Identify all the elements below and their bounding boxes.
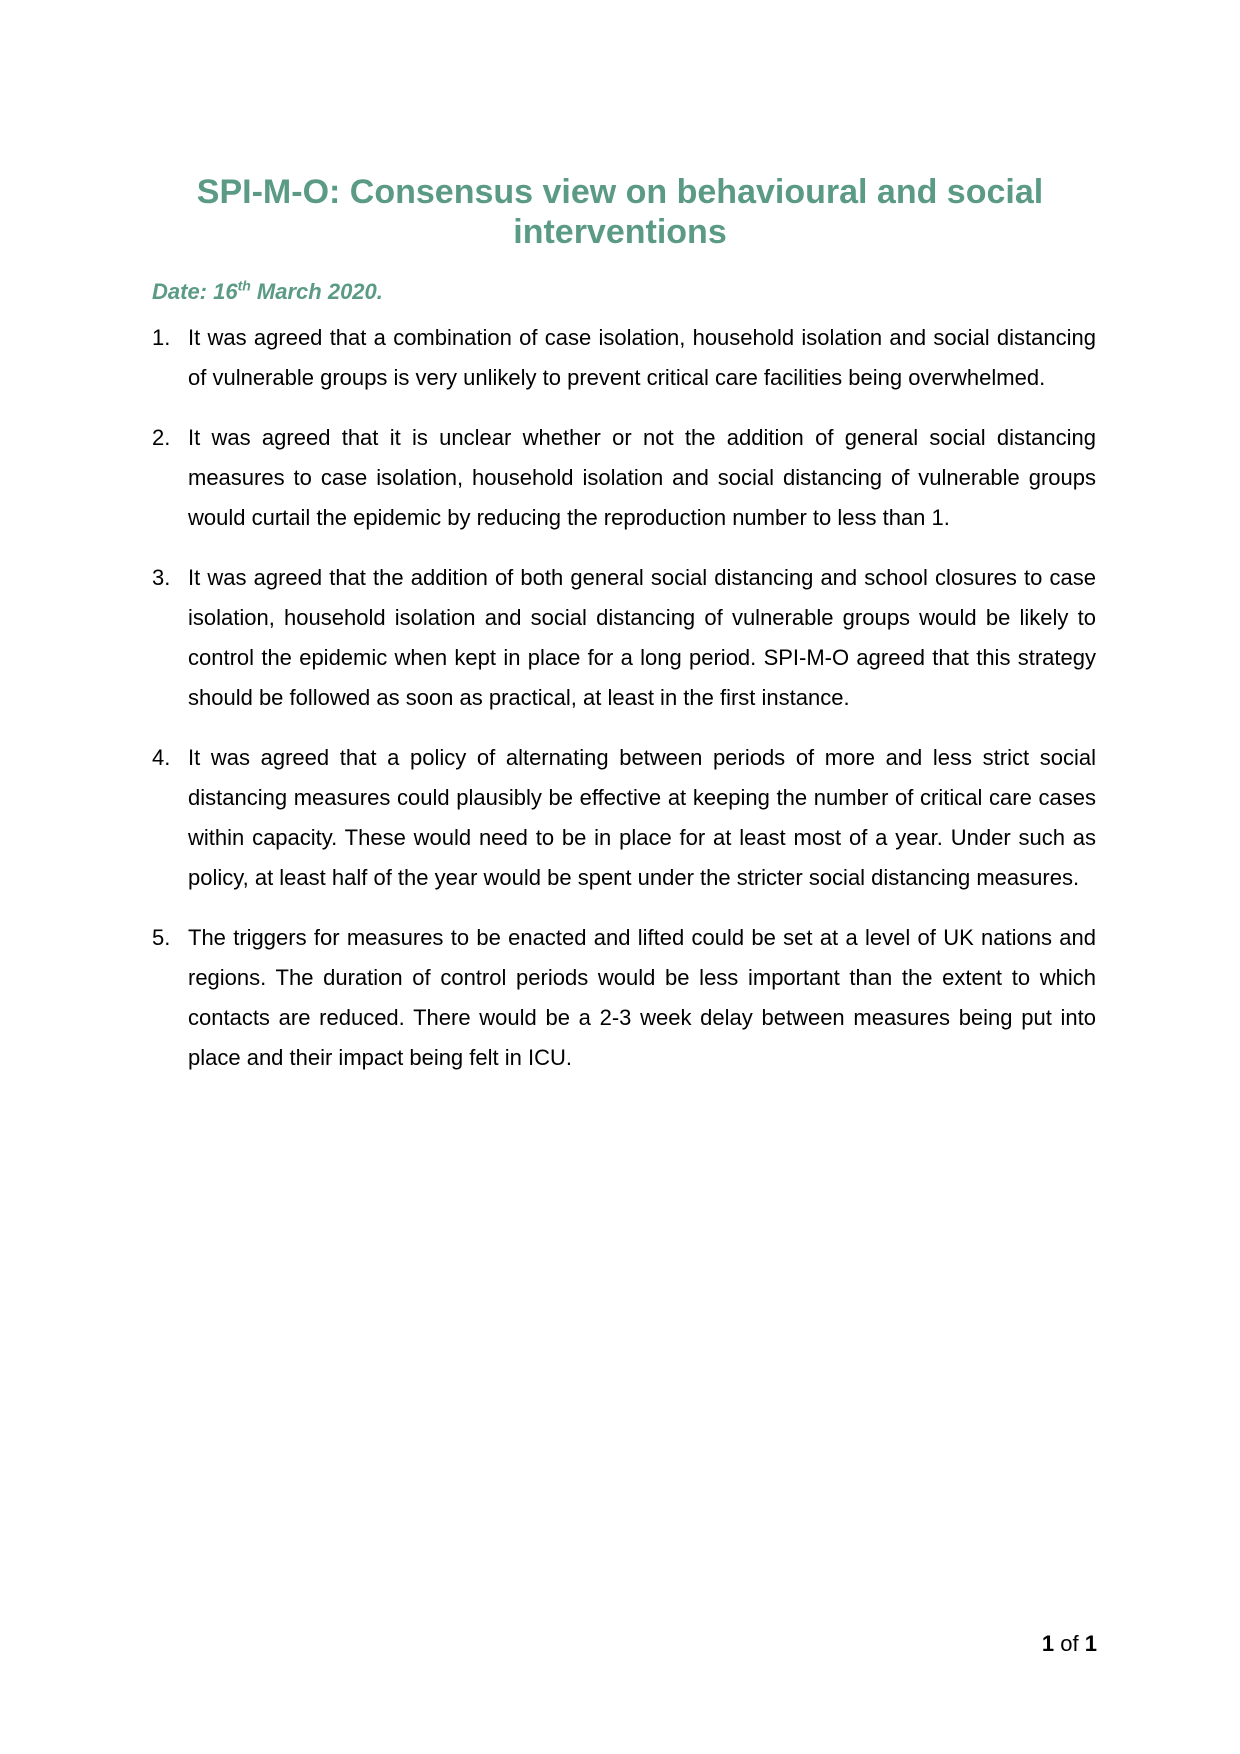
total-pages-number: 1 (1084, 1631, 1097, 1656)
list-item-number: 2. (152, 425, 171, 450)
list-item (152, 918, 1096, 1078)
current-page-number: 1 (1041, 1631, 1055, 1656)
list-item-number: 5. (152, 925, 171, 950)
date-superscript: th (237, 277, 251, 294)
list-item-number: 1. (152, 325, 171, 350)
title-line-1: SPI-M-O: Consensus view on behavioural and social (196, 173, 1044, 211)
title-line-2: interventions (513, 213, 727, 251)
list-item-text: It was agreed that the addition of both general social distancing and school closures to case isolation, household isolation and social distancing of vulnerable groups would be likely to control the epidemic when kept in place for a long period. SPI-M-O agreed that this strategy should be followed as soon as practical, at least in the first instance. (188, 565, 1096, 710)
list-item-number: 3. (152, 565, 171, 590)
document-date (152, 278, 383, 306)
list-item-text: The triggers for measures to be enacted and lifted could be set at a level of UK nations and regions. The duration of control periods would be less important than the extent to which contacts are reduced. There would be a 2-3 week delay between measures being put into place and their impact being felt in ICU. (188, 925, 1096, 1070)
list-item (152, 318, 1096, 398)
list-item-text: It was agreed that a policy of alternating between periods of more and less strict social distancing measures could plausibly be effective at keeping the number of critical care cases within capacity. These would need to be in place for at least most of a year. Under such as policy, at least half of the year would be spent under the stricter social distancing measures. (188, 745, 1096, 890)
list-item-text: It was agreed that it is unclear whether or not the addition of general social distancing measures to case isolation, household isolation and social distancing of vulnerable groups would curtail the epidemic by reducing the reproduction number to less than 1. (188, 425, 1096, 530)
date-prefix: Date: 16 (152, 279, 238, 304)
list-item (152, 558, 1096, 718)
date-suffix: March 2020. (250, 279, 383, 304)
list-item-number: 4. (152, 745, 171, 770)
page-number-separator: of (1054, 1631, 1085, 1656)
list-item (152, 418, 1096, 538)
consensus-list (152, 318, 1096, 1098)
list-item (152, 738, 1096, 898)
page-number (1042, 1630, 1097, 1658)
document-title (140, 172, 1100, 252)
list-item-text: It was agreed that a combination of case isolation, household isolation and social distancing of vulnerable groups is very unlikely to prevent critical care facilities being overwhelmed. (188, 325, 1096, 390)
